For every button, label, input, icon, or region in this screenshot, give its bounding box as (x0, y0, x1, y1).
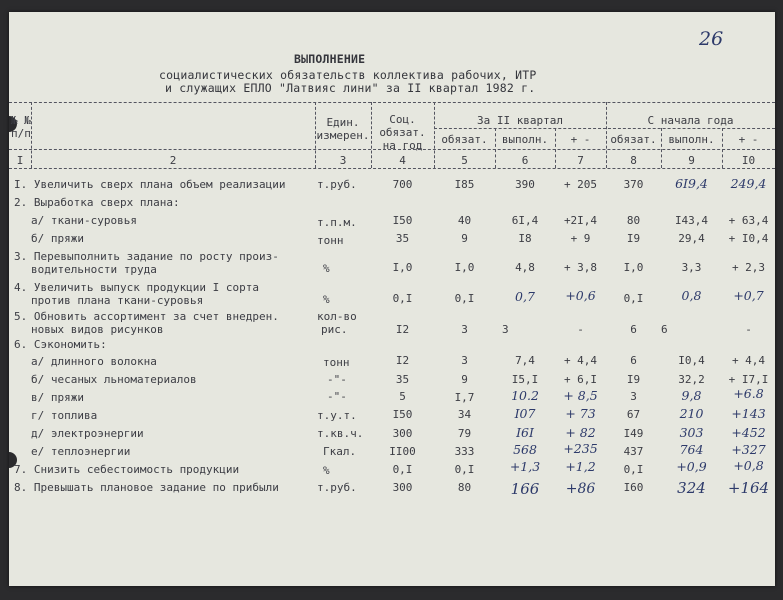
doc-subtitle-2: и служащих ЕПЛО "Латвияс лини" за II квартал 1982 г. (165, 81, 536, 95)
row-q-pm: + 6,I (563, 373, 598, 386)
row-text: а/ ткани-суровья (31, 214, 137, 227)
row-soc: II00 (389, 445, 416, 458)
row-q-obyaz: 0,I (454, 463, 475, 476)
header-soc: Соц. (389, 113, 416, 126)
col-number: 6 (521, 154, 529, 167)
row-q-pm: + 205 (563, 178, 598, 191)
header-y-vypoln: выполн. (668, 133, 715, 146)
row-soc: 5 (399, 390, 406, 403)
row-q-obyaz: 3 (461, 323, 468, 336)
row-soc: I50 (392, 408, 413, 421)
header-y-pm: + - (738, 133, 759, 146)
doc-subtitle-1: социалистических обязательств коллектива рабочих, ИТР (159, 68, 537, 82)
row-q-obyaz: 0,I (454, 292, 475, 305)
row-y-pm: + I7,I (728, 373, 769, 386)
row-q-pm: +86 (565, 481, 596, 497)
row-y-vypoln: 32,2 (678, 373, 705, 386)
row-y-vypoln: 210 (679, 406, 704, 421)
row-text-2: против плана ткани-суровья (31, 294, 204, 307)
table-rule (9, 102, 775, 103)
row-y-vypoln: +0,9 (676, 459, 707, 474)
col-number: 2 (169, 154, 177, 167)
col-number: 4 (399, 154, 406, 167)
col-number: 9 (688, 154, 695, 167)
row-text: б/ пряжи (31, 232, 84, 245)
row-text: 4. Увеличить выпуск продукции I сорта (14, 281, 260, 294)
row-q-vypoln: I8 (518, 232, 532, 245)
row-y-obyaz: I,0 (623, 261, 644, 274)
row-y-obyaz: 370 (623, 178, 644, 191)
row-q-vypoln: 166 (510, 480, 540, 498)
row-unit: -"- (327, 373, 347, 386)
row-y-vypoln: 6 (661, 323, 668, 336)
row-text: 7. Снизить себестоимость продукции (14, 463, 240, 476)
row-unit: -"- (327, 390, 347, 403)
row-q-vypoln: 10.2 (511, 388, 539, 403)
row-y-pm: + 63,4 (728, 214, 769, 227)
row-text: 2. Выработка сверх плана: (14, 196, 180, 209)
row-y-pm: +0,7 (733, 288, 764, 303)
row-q-obyaz: I,0 (454, 261, 475, 274)
row-unit-2: рис. (321, 323, 348, 336)
doc-title: ВЫПОЛНЕНИЕ (294, 52, 366, 66)
row-q-vypoln: 4,8 (515, 261, 535, 274)
row-q-obyaz: 40 (457, 214, 472, 227)
header-num: № № (11, 114, 31, 127)
row-y-pm: - (745, 323, 752, 336)
row-q-vypoln: I6I (516, 425, 534, 440)
row-unit: т.руб. (317, 481, 357, 494)
header-soc-2: обязат. (379, 126, 426, 139)
row-q-vypoln: 7,4 (515, 354, 535, 367)
row-y-vypoln: 303 (679, 425, 704, 440)
row-text: 6. Сэкономить: (14, 338, 107, 351)
row-q-vypoln: +1,3 (509, 459, 541, 474)
row-unit: т.п.м. (317, 216, 357, 229)
row-text: 5. Обновить ассортимент за счет внедрен. (14, 310, 279, 323)
row-y-obyaz: 0,I (623, 292, 644, 305)
row-y-vypoln: 324 (677, 479, 706, 497)
row-y-vypoln: I43,4 (674, 214, 709, 227)
row-q-vypoln: I5,I (511, 373, 539, 386)
header-quarter: За II квартал (476, 114, 564, 127)
col-number: 7 (577, 154, 584, 167)
row-y-obyaz: I9 (626, 232, 641, 245)
row-unit: тонн (323, 356, 350, 369)
row-text: е/ теплоэнергии (31, 445, 131, 458)
row-soc: 300 (392, 481, 413, 494)
row-q-pm: - (577, 323, 584, 336)
row-y-pm: +0,8 (733, 458, 764, 473)
row-q-vypoln: I07 (514, 406, 536, 421)
header-ytd: С начала года (647, 114, 734, 127)
row-unit: % (323, 464, 330, 477)
row-unit: т.руб. (317, 178, 357, 191)
row-q-vypoln: 3 (502, 323, 509, 336)
header-soc-3: на год (382, 139, 423, 152)
row-q-pm: +2I,4 (563, 214, 598, 227)
row-q-pm: + 3,8 (563, 261, 598, 274)
row-y-pm: +452 (731, 425, 766, 440)
row-y-vypoln: 6I9,4 (675, 176, 708, 191)
row-y-obyaz: 67 (626, 408, 641, 421)
table-rule (9, 168, 775, 169)
row-text-2: новых видов рисунков (31, 323, 164, 336)
row-q-pm: +0,6 (565, 288, 596, 303)
row-y-vypoln: 0,8 (681, 288, 702, 303)
row-y-obyaz: 437 (623, 445, 644, 458)
row-soc: I2 (395, 323, 410, 336)
row-y-obyaz: 0,I (623, 463, 644, 476)
row-y-obyaz: 3 (630, 390, 637, 403)
row-y-vypoln: 29,4 (678, 232, 705, 245)
row-q-vypoln: 0,7 (515, 289, 535, 304)
row-soc: 35 (395, 373, 410, 386)
row-soc: 700 (392, 178, 413, 191)
row-q-pm: + 9 (570, 232, 591, 245)
row-y-pm: +6.8 (733, 386, 764, 401)
row-unit: кол-во (317, 310, 357, 323)
header-q-obyaz: обязат. (441, 133, 488, 146)
col-number: 8 (630, 154, 637, 167)
row-text: г/ топлива (31, 409, 98, 422)
row-text: а/ длинного волокна (31, 355, 157, 368)
row-y-obyaz: I60 (623, 481, 644, 494)
row-q-obyaz: 333 (454, 445, 475, 458)
row-q-vypoln: 6I,4 (511, 214, 539, 227)
row-q-obyaz: 34 (457, 408, 472, 421)
row-unit: т.у.т. (317, 409, 357, 422)
row-soc: I50 (392, 214, 413, 227)
row-y-obyaz: I49 (623, 427, 644, 440)
col-number: 5 (461, 154, 468, 167)
row-q-pm: +235 (563, 441, 598, 456)
row-y-pm: + I0,4 (728, 232, 769, 245)
row-y-pm: + 4,4 (731, 354, 766, 367)
col-number: I (16, 154, 24, 167)
row-q-vypoln: 568 (513, 442, 537, 457)
row-q-pm: + 8,5 (563, 388, 598, 403)
header-q-vypoln: выполн. (501, 133, 549, 146)
row-y-pm: + 2,3 (731, 261, 766, 274)
row-q-vypoln: 390 (515, 178, 535, 191)
row-y-vypoln: 9,8 (681, 388, 702, 403)
row-q-pm: + 82 (565, 425, 596, 440)
header-q-pm: + - (570, 133, 591, 146)
col-number: I0 (741, 154, 756, 167)
row-q-obyaz: I85 (454, 178, 475, 191)
row-q-obyaz: 79 (457, 427, 472, 440)
row-text: д/ электроэнергии (31, 427, 144, 440)
row-soc: I,0 (392, 261, 413, 274)
row-q-obyaz: 9 (461, 373, 468, 386)
table-rule (434, 128, 775, 129)
row-text: 3. Перевыполнить задание по росту произ- (14, 250, 279, 263)
row-text: в/ пряжи (31, 391, 84, 404)
row-q-pm: +1,2 (565, 459, 596, 474)
header-y-obyaz: обязат. (610, 133, 657, 146)
row-y-vypoln: 764 (679, 442, 704, 457)
row-y-vypoln: 3,3 (681, 261, 702, 274)
row-y-vypoln: I0,4 (678, 354, 705, 367)
document-page (9, 12, 775, 586)
row-y-obyaz: 6 (630, 323, 637, 336)
row-y-pm: 249,4 (730, 176, 767, 191)
header-num-2: п/п (11, 127, 31, 140)
row-q-obyaz: 3 (461, 354, 468, 367)
row-unit: тонн (317, 234, 344, 247)
col-number: 3 (339, 154, 347, 167)
row-y-pm: +143 (731, 406, 766, 421)
header-unit: Един. (326, 116, 360, 129)
row-text: 8. Превышать плановое задание по прибыли (14, 481, 279, 494)
row-y-pm: +327 (731, 442, 766, 457)
row-text: I. Увеличить сверх плана объем реализации (14, 178, 286, 191)
row-soc: I2 (395, 354, 410, 367)
row-text-2: водительности труда (31, 263, 157, 276)
row-text: б/ чесаных льноматериалов (31, 373, 197, 386)
row-y-obyaz: 80 (626, 214, 641, 227)
row-q-obyaz: 80 (457, 481, 472, 494)
row-unit: % (323, 293, 330, 306)
row-soc: 300 (392, 427, 413, 440)
header-unit-2: измерен. (316, 129, 370, 142)
row-unit: % (323, 262, 330, 275)
row-q-pm: + 73 (565, 406, 596, 421)
row-q-obyaz: I,7 (454, 391, 475, 404)
row-y-pm: +164 (727, 479, 770, 497)
page-number: 26 (699, 28, 724, 50)
row-soc: 0,I (392, 463, 413, 476)
row-y-obyaz: 6 (630, 354, 637, 367)
row-q-pm: + 4,4 (563, 354, 598, 367)
row-soc: 0,I (392, 292, 413, 305)
row-y-obyaz: I9 (626, 373, 641, 386)
row-q-obyaz: 9 (461, 232, 468, 245)
row-unit: Гкал. (323, 445, 357, 458)
row-unit: т.кв.ч. (317, 427, 364, 440)
row-soc: 35 (395, 232, 410, 245)
